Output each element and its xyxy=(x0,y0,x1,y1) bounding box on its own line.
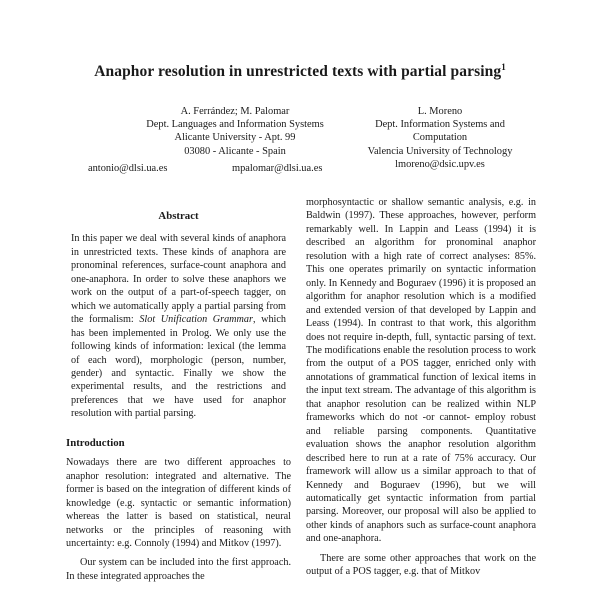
abstract-text-1: In this paper we deal with several kinds of anaphora in unrestricted texts. These kinds of anaphora are pronominal references, surface-count anaphora and one-anaphora. In order to solve these anaphors we work on the output of a part-of-speech tagger, on which we automatically apply a partial parsing from the formalism: xyxy=(71,233,286,326)
abstract-heading: Abstract xyxy=(158,210,199,222)
introduction-heading: Introduction xyxy=(66,436,125,449)
right-column-paragraph-1: morphosyntactic or shallow semantic analysis, e.g. in Baldwin (1997). These approaches, however, perform remarkably well. In Lappin and Leass (1994) it is described an algorithm for pronominal anaphor resolution with a high rate of correct analyses: 85%. This one operates primarily on syntactic information only. In Kennedy and Boguraev (1996) it is proposed an algorithm for anaphor resolution which is a modified and extended version of that developed by Lappin and Leass (1994). In contrast to that work, this algorithm does not require in-depth, full, syntactic parsing of text. The modifications enable the resolution process to work from the output of a POS tagger, enriched only with annotations of grammatical function of lexical items in the input text stream. The advantage of this algorithm is that anaphor resolution can be realized within NLP frameworks which do not -or cannot- employ robust and reliable parsing components. Quantitative evaluation shows the anaphor resolution algorithm described here to run at a rate of 75% accuracy. Our framework will allow us a similar approach to that of Kennedy and Boguraev (1996), but we will automatically get syntactic information from partial parsing. Moreover, our proposal will also be applied to other kinds of anaphors such as surface-count anaphora and one-anaphora. xyxy=(306,197,536,545)
paper-title xyxy=(0,62,600,81)
right-column xyxy=(306,196,536,585)
author-dept-right-line2: Computation xyxy=(412,132,468,144)
left-column xyxy=(66,210,291,589)
introduction-paragraph-2: Our system can be included into the first approach. In these integrated approaches the xyxy=(66,557,291,582)
introduction-paragraph-1: Nowadays there are two different approaches to anaphor resolution: integrated and alternative. The former is based on the integration of different kinds of knowledge (e.g. syntactic or semantic information) whereas the latter is based on statistical, neural networks or the principles of reasoning with uncertainty: e.g. Connoly (1994) and Mitkov (1997). xyxy=(66,457,291,549)
author-email-1: antonio@dlsi.ua.es xyxy=(88,163,168,174)
abstract-text-2: , which has been implemented in Prolog. We only use the following kinds of information: lexical (the lemma of each word), morphologic (person, number, gender) and syntactic. Finally we show the experimental results, and the restrictions and preferences that we have used for anaphor resolution with partial parsing. xyxy=(71,314,286,420)
title-footnote-mark: 1 xyxy=(501,62,506,72)
author-institution-right: Valencia University of Technology xyxy=(367,145,513,157)
paper-title-text: Anaphor resolution in unrestricted texts with partial parsing xyxy=(94,63,502,80)
author-names-left: A. Ferrández; M. Palomar xyxy=(180,106,290,117)
author-email-right: lmoreno@dsic.upv.es xyxy=(395,158,485,170)
author-dept-right-line1: Dept. Information Systems and xyxy=(375,119,505,131)
abstract-italic-term: Slot Unification Grammar xyxy=(139,314,253,326)
right-column-paragraph-2: There are some other approaches that work on the output of a POS tagger, e.g. that of Mitkov xyxy=(306,552,536,578)
author-address-left: 03080 - Alicante - Spain xyxy=(184,145,286,157)
author-names-right: L. Moreno xyxy=(417,106,463,117)
abstract-body xyxy=(66,232,291,420)
author-institution-left: Alicante University - Apt. 99 xyxy=(174,132,296,144)
author-block-right xyxy=(335,105,545,171)
author-email-2: mpalomar@dlsi.ua.es xyxy=(232,163,323,174)
author-dept-left: Dept. Languages and Information Systems xyxy=(146,119,324,131)
